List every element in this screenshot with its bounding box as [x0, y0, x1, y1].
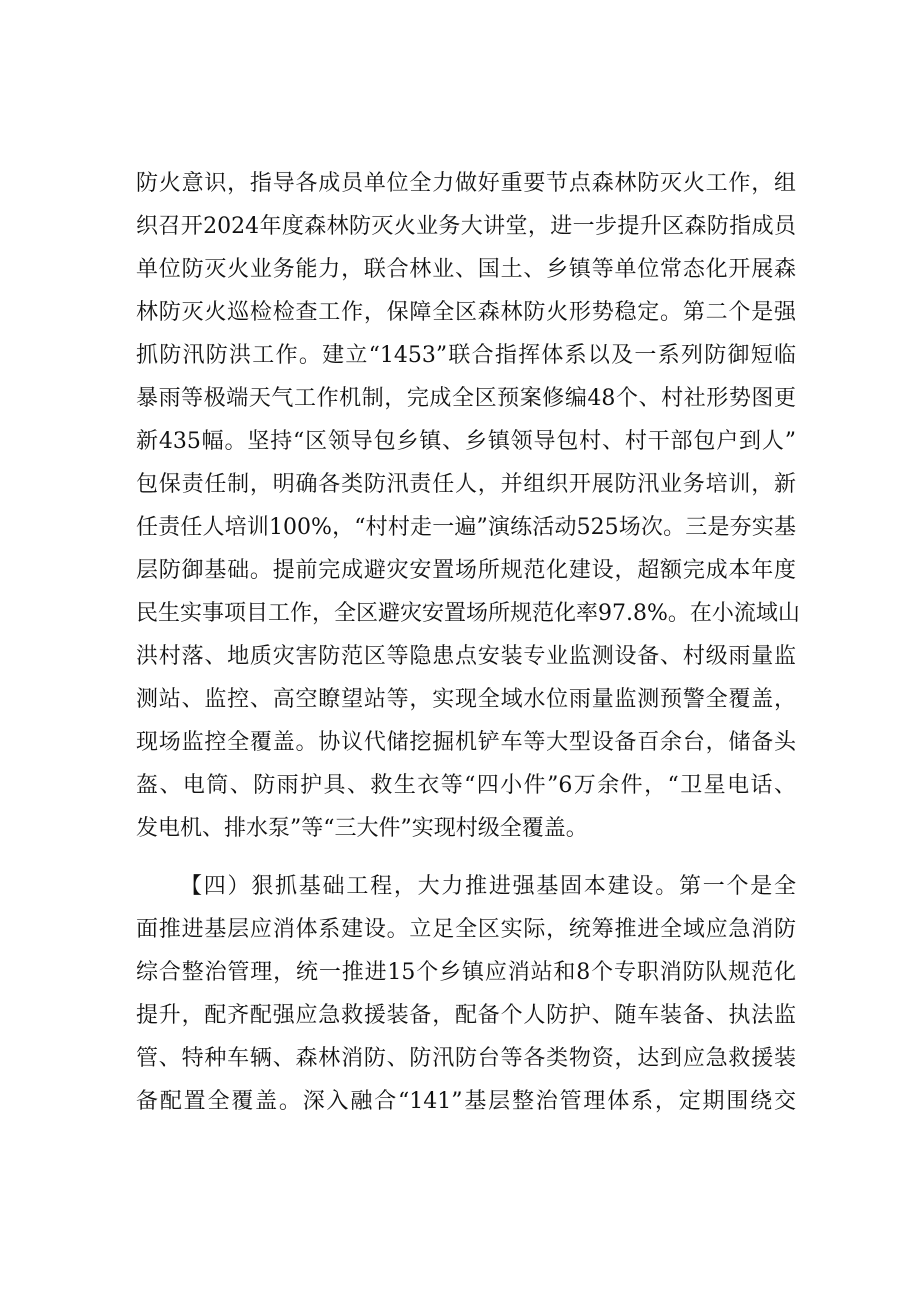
paragraph-2-line: 面推进基层应消体系建设。立足全区实际，统筹推进全域应急消防 [136, 917, 796, 942]
paragraph-2-line: 【四）狠抓基础工程，大力推进强基固本建设。第一个是全 [180, 874, 796, 899]
paragraph-2-line: 提升，配齐配强应急救援装备，配备个人防护、随车装备、执法监 [136, 1003, 796, 1028]
paragraph-1-line: 抓防汛防洪工作。建立“1453”联合指挥体系以及一系列防御短临 [136, 343, 796, 368]
paragraph-1-line: 层防御基础。提前完成避灾安置场所规范化建设，超额完成本年度 [136, 558, 796, 583]
paragraph-1-line: 民生实事项目工作，全区避灾安置场所规范化率97.8%。在小流域山 [136, 601, 800, 626]
paragraph-2-line: 管、特种车辆、森林消防、防汛防台等各类物资，达到应急救援装 [136, 1046, 796, 1071]
paragraph-2-line: 综合整治管理，统一推进15个乡镇应消站和8个专职消防队规范化 [136, 960, 796, 985]
paragraph-1-line: 织召开2024年度森林防灭火业务大讲堂，进一步提升区森防指成员 [136, 214, 796, 239]
paragraph-1-line: 包保责任制，明确各类防汛责任人，并组织开展防汛业务培训，新 [136, 472, 796, 497]
paragraph-1-line: 测站、监控、高空瞭望站等，实现全域水位雨量监测预警全覆盖， [136, 687, 796, 712]
paragraph-1-line: 现场监控全覆盖。协议代储挖掘机铲车等大型设备百余台，储备头 [136, 730, 796, 755]
paragraph-1-line: 暴雨等极端天气工作机制，完成全区预案修编48个、村社形势图更 [136, 386, 796, 411]
paragraph-1-line: 防火意识，指导各成员单位全力做好重要节点森林防灭火工作，组 [136, 171, 796, 196]
paragraph-1-line: 盔、电筒、防雨护具、救生衣等“四小件”6万余件，“卫星电话、 [136, 773, 796, 798]
paragraph-2-line: 备配置全覆盖。深入融合“141”基层整治管理体系，定期围绕交 [136, 1089, 796, 1114]
paragraph-1-line: 单位防灭火业务能力，联合林业、国土、乡镇等单位常态化开展森 [136, 257, 796, 282]
paragraph-1-line: 林防灭火巡检检查工作，保障全区森林防火形势稳定。第二个是强 [136, 300, 796, 325]
paragraph-1-line: 任责任人培训100%，“村村走一遍”演练活动525场次。三是夯实基 [136, 515, 796, 540]
paragraph-1-line: 新435幅。坚持“区领导包乡镇、乡镇领导包村、村干部包户到人” [136, 429, 796, 454]
paragraph-1-line: 洪村落、地质灾害防范区等隐患点安装专业监测设备、村级雨量监 [136, 644, 796, 669]
paragraph-1-line: 发电机、排水泵”等“三大件”实现村级全覆盖。 [136, 816, 588, 841]
